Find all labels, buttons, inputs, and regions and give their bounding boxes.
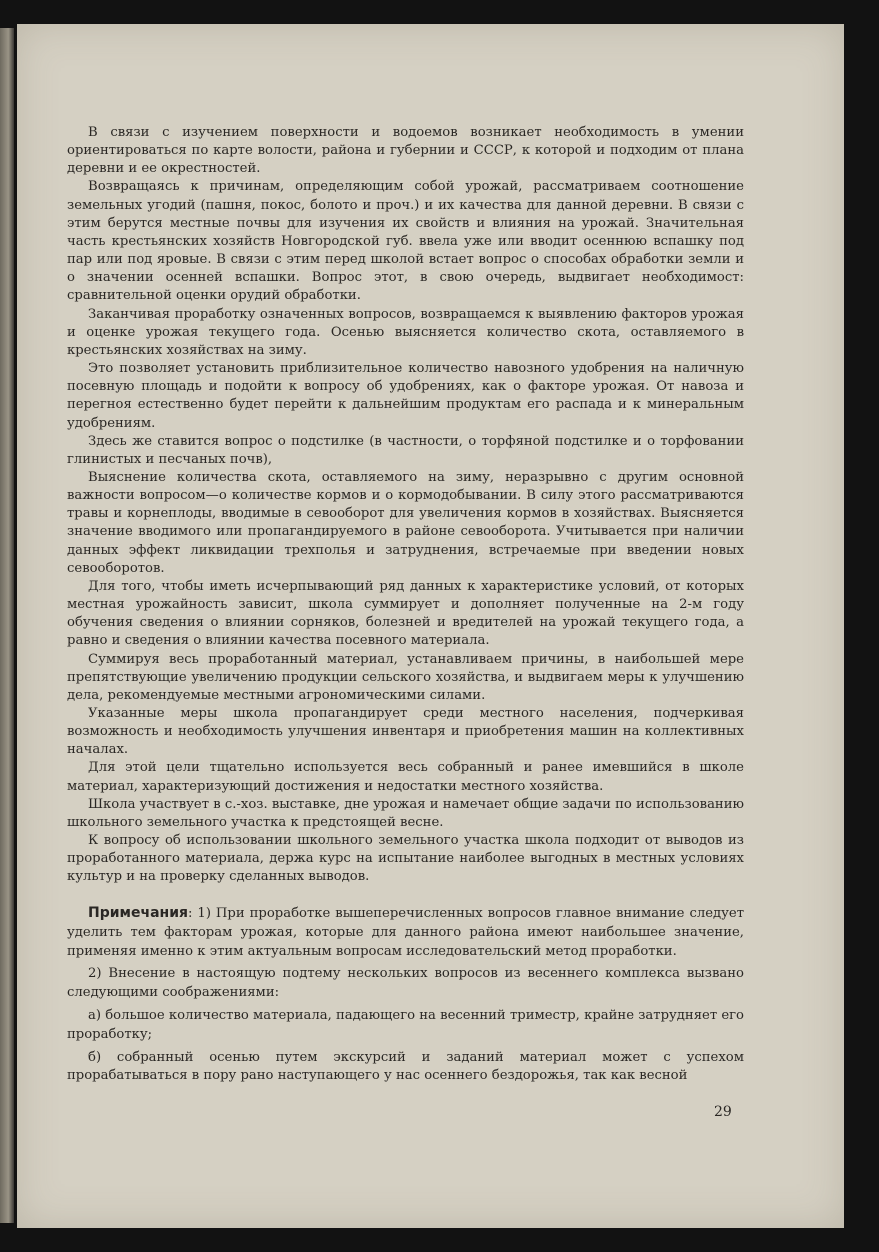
notes-label: Примечания [88,905,189,921]
note-paragraph: б) собранный осенью путем экскурсий и заданий материал может с успехом прорабатываться в пору рано наступающего у нас осеннего бездорожья, так как весной [67,1049,744,1084]
body-text [67,124,744,887]
paragraph: Здесь же ставится вопрос о подстилке (в частности, о торфяной подстилке и о торфовании глинистых и песчаных почв), [67,433,744,467]
note-text: : 1) При проработке вышеперечисленных вопросов главное внимание следует уделить тем факторам урожая, которые для данного района имеют наибольшее значение, применяя именно к этим актуальным вопросам исследовательский метод проработки. [67,906,744,959]
note-paragraph: а) большое количество материала, падающего на весенний триместр, крайне затрудняет его проработку; [67,1007,744,1042]
paragraph: Суммируя весь проработанный материал, устанавливаем причины, в наибольшей мере препятствующие увеличению продукции сельского хозяйства, и выдвигаем меры к улучшению дела, рекомендуемые местными агрономическими силами. [67,651,744,703]
paragraph: Заканчивая проработку означенных вопросов, возвращаемся к выявлению факторов урожая и оценке урожая текущего года. Осенью выясняется количество скота, оставляемого в крестьянских хозяйствах на зиму. [67,306,744,358]
paragraph: Для того, чтобы иметь исчерпывающий ряд данных к характеристике условий, от которых местная урожайность зависит, школа суммирует и дополняет полученные на 2-м году обучения сведения о влиянии сорняков, болезней и вредителей на урожай текущего года, а равно и сведения о влиянии качества посевного материала. [67,578,744,649]
book-page [17,24,844,1228]
paragraph: Для этой цели тщательно используется весь собранный и ранее имевшийся в школе материал, характеризующий достижения и недостатки местного хозяйства. [67,760,744,794]
paragraph: Школа участвует в с.-хоз. выставке, дне урожая и намечает общие задачи по использованию школьного земельного участка к предстоящей весне. [67,796,744,830]
notes-section [67,904,744,1090]
paragraph: К вопросу об использовании школьного земельного участка школа подходит от выводов из проработанного материала, держа курс на испытание наиболее выгодных в местных условиях культур и на проверку сделанных выводов. [67,833,744,885]
note-paragraph: 2) Внесение в настоящую подтему нескольких вопросов из весеннего комплекса вызвано следующими соображениями: [67,966,744,1001]
note-paragraph [67,904,744,961]
paragraph: Выяснение количества скота, оставляемого на зиму, неразрывно с другим основной важности вопросом—о количестве кормов и о кормодобывании. В силу этого рассматриваются травы и корнеплоды, вводимые в севооборот для увеличения кормов в хозяйствах. Выясняется значение вводимого или пропагандируемого в районе севооборота. Учитывается при наличии данных эффект ликвидации трехполья и затруднения, встречаемые при введении новых севооборотов. [67,469,744,576]
page-number: 29 [714,1104,732,1120]
paragraph: В связи с изучением поверхности и водоемов возникает необходимость в умении ориентироваться по карте волости, района и губернии и СССР, к которой и подходим от плана деревни и ее окрестностей. [67,125,744,177]
paragraph: Возвращаясь к причинам, определяющим собой урожай, рассматриваем соотношение земельных угодий (пашня, покос, болото и проч.) и их качества для данной деревни. В связи с этим берутся местные почвы для изучения их свойств и влияния на урожай. Значительная часть крестьянских хозяйств Новгородской губ. ввела уже или вводит осеннюю вспашку под пар или под яровые. В связи с этим перед школой встает вопрос о способах обработки земли и о значении осенней вспашки. Вопрос этот, в свою очередь, выдвигает необходимост: сравнительной оценки орудий обработки. [67,179,744,304]
paragraph: Это позволяет установить приблизительное количество навозного удобрения на наличную посевную площадь и подойти к вопросу об удобрениях, как о факторе урожая. От навоза и перегноя естественно будет перейти к дальнейшим продуктам его распада и к минеральным удобрениям. [67,361,744,431]
paragraph: Указанные меры школа пропагандирует среди местного населения, подчеркивая возможность и необходимость улучшения инвентаря и приобретения машин на коллективных началах. [67,706,744,758]
adjacent-page-edge [0,28,14,1223]
